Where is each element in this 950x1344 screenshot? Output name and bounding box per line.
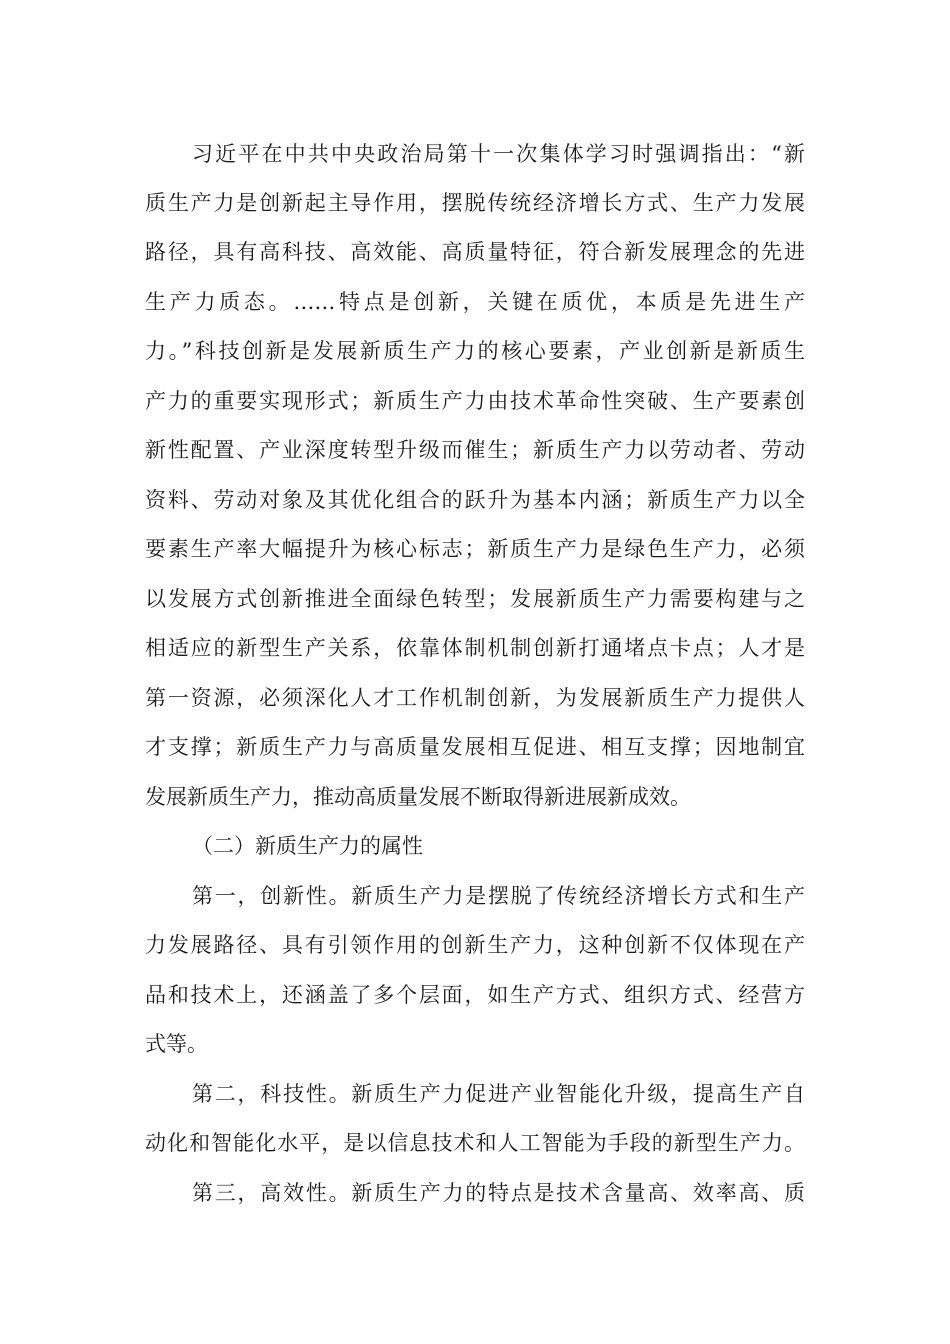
text-line: 新性配置、产业深度转型升级而催生；新质生产力以劳动者、劳动 — [145, 438, 805, 462]
text-line: 第一，创新性。新质生产力是摆脱了传统经济增长方式和生产 — [192, 884, 805, 908]
text-line: 以发展方式创新推进全面绿色转型；发展新质生产力需要构建与之 — [145, 587, 805, 611]
text-line: 生产力质态。……特点是创新，关键在质优，本质是先进生产 — [145, 290, 805, 314]
text-line: 才支撑；新质生产力与高质量发展相互促进、相互支撑；因地制宜 — [145, 735, 805, 759]
text-line: 路径，具有高科技、高效能、高质量特征，符合新发展理念的先进 — [145, 240, 805, 264]
text-line: 力发展路径、具有引领作用的创新生产力，这种创新不仅体现在产 — [145, 933, 805, 957]
text-line: 相适应的新型生产关系，依靠体制机制创新打通堵点卡点；人才是 — [145, 636, 805, 660]
text-line: 品和技术上，还涵盖了多个层面，如生产方式、组织方式、经营方 — [145, 983, 805, 1007]
text-line: 要素生产率大幅提升为核心标志；新质生产力是绿色生产力，必须 — [145, 537, 805, 561]
text-line: 产力的重要实现形式；新质生产力由技术革命性突破、生产要素创 — [145, 389, 805, 413]
text-line: 动化和智能化水平，是以信息技术和人工智能为手段的新型生产力。 — [145, 1131, 805, 1155]
text-line: 式等。 — [145, 1032, 208, 1056]
section-heading: （二）新质生产力的属性 — [192, 834, 423, 858]
text-line: 质生产力是创新起主导作用，摆脱传统经济增长方式、生产力发展 — [145, 191, 805, 215]
text-line: 习近平在中共中央政治局第十一次集体学习时强调指出：“新 — [192, 142, 805, 166]
text-line: 第二，科技性。新质生产力促进产业智能化升级，提高生产自 — [192, 1082, 805, 1106]
text-line: 力。”科技创新是发展新质生产力的核心要素，产业创新是新质生 — [145, 339, 805, 363]
text-line: 发展新质生产力，推动高质量发展不断取得新进展新成效。 — [145, 785, 691, 809]
text-line: 第三，高效性。新质生产力的特点是技术含量高、效率高、质 — [192, 1181, 805, 1205]
text-line: 资料、劳动对象及其优化组合的跃升为基本内涵；新质生产力以全 — [145, 488, 805, 512]
text-line: 第一资源，必须深化人才工作机制创新，为发展新质生产力提供人 — [145, 686, 805, 710]
